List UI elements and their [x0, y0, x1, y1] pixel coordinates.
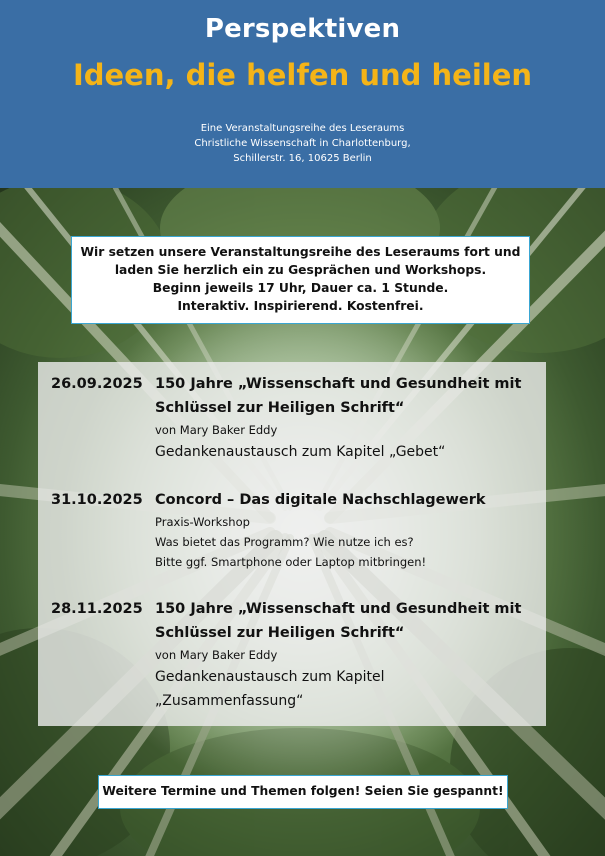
header-banner — [0, 0, 605, 188]
organizer-line: Christliche Wissenschaft in Charlottenburg, — [194, 138, 411, 149]
events-panel — [38, 362, 546, 726]
intro-line: laden Sie herzlich ein zu Gesprächen und Workshops. — [114, 263, 487, 277]
event-title: Schlüssel zur Heiligen Schrift“ — [155, 625, 405, 641]
event-description: Gedankenaustausch zum Kapitel „Gebet“ — [155, 444, 446, 460]
event-details — [155, 488, 540, 572]
page-title: Perspektiven — [204, 14, 401, 44]
event-author: von Mary Baker Eddy — [155, 648, 278, 662]
event-description: Bitte ggf. Smartphone oder Laptop mitbringen! — [155, 555, 427, 569]
event-description: Was bietet das Programm? Wie nutze ich es? — [155, 535, 414, 549]
organizer-line: Schillerstr. 16, 10625 Berlin — [233, 153, 372, 164]
event-date: 28.11.2025 — [51, 601, 143, 617]
event-date: 26.09.2025 — [51, 376, 143, 392]
organizer-info — [0, 121, 605, 166]
intro-line: Beginn jeweils 17 Uhr, Dauer ca. 1 Stunde. — [152, 281, 449, 295]
page-subtitle: Ideen, die helfen und heilen — [72, 58, 533, 92]
footer-note: Weitere Termine und Themen folgen! Seien Sie gespannt! — [98, 775, 508, 809]
intro-box — [71, 236, 530, 324]
event-description: „Zusammenfassung“ — [155, 693, 304, 709]
event-title: 150 Jahre „Wissenschaft und Gesundheit mit — [155, 601, 522, 617]
event-title: Concord – Das digitale Nachschlagewerk — [155, 492, 486, 508]
intro-line: Interaktiv. Inspirierend. Kostenfrei. — [177, 299, 424, 313]
intro-line: Wir setzen unsere Veranstaltungsreihe des Leseraums fort und — [80, 245, 521, 259]
event-description: Gedankenaustausch zum Kapitel — [155, 669, 385, 685]
event-details — [155, 372, 540, 464]
event-title: Schlüssel zur Heiligen Schrift“ — [155, 400, 405, 416]
event-title: 150 Jahre „Wissenschaft und Gesundheit mit — [155, 376, 522, 392]
event-author: von Mary Baker Eddy — [155, 423, 278, 437]
organizer-line: Eine Veranstaltungsreihe des Leseraums — [200, 123, 405, 134]
event-date: 31.10.2025 — [51, 492, 143, 508]
event-details — [155, 597, 540, 713]
event-subtitle: Praxis-Workshop — [155, 515, 250, 529]
